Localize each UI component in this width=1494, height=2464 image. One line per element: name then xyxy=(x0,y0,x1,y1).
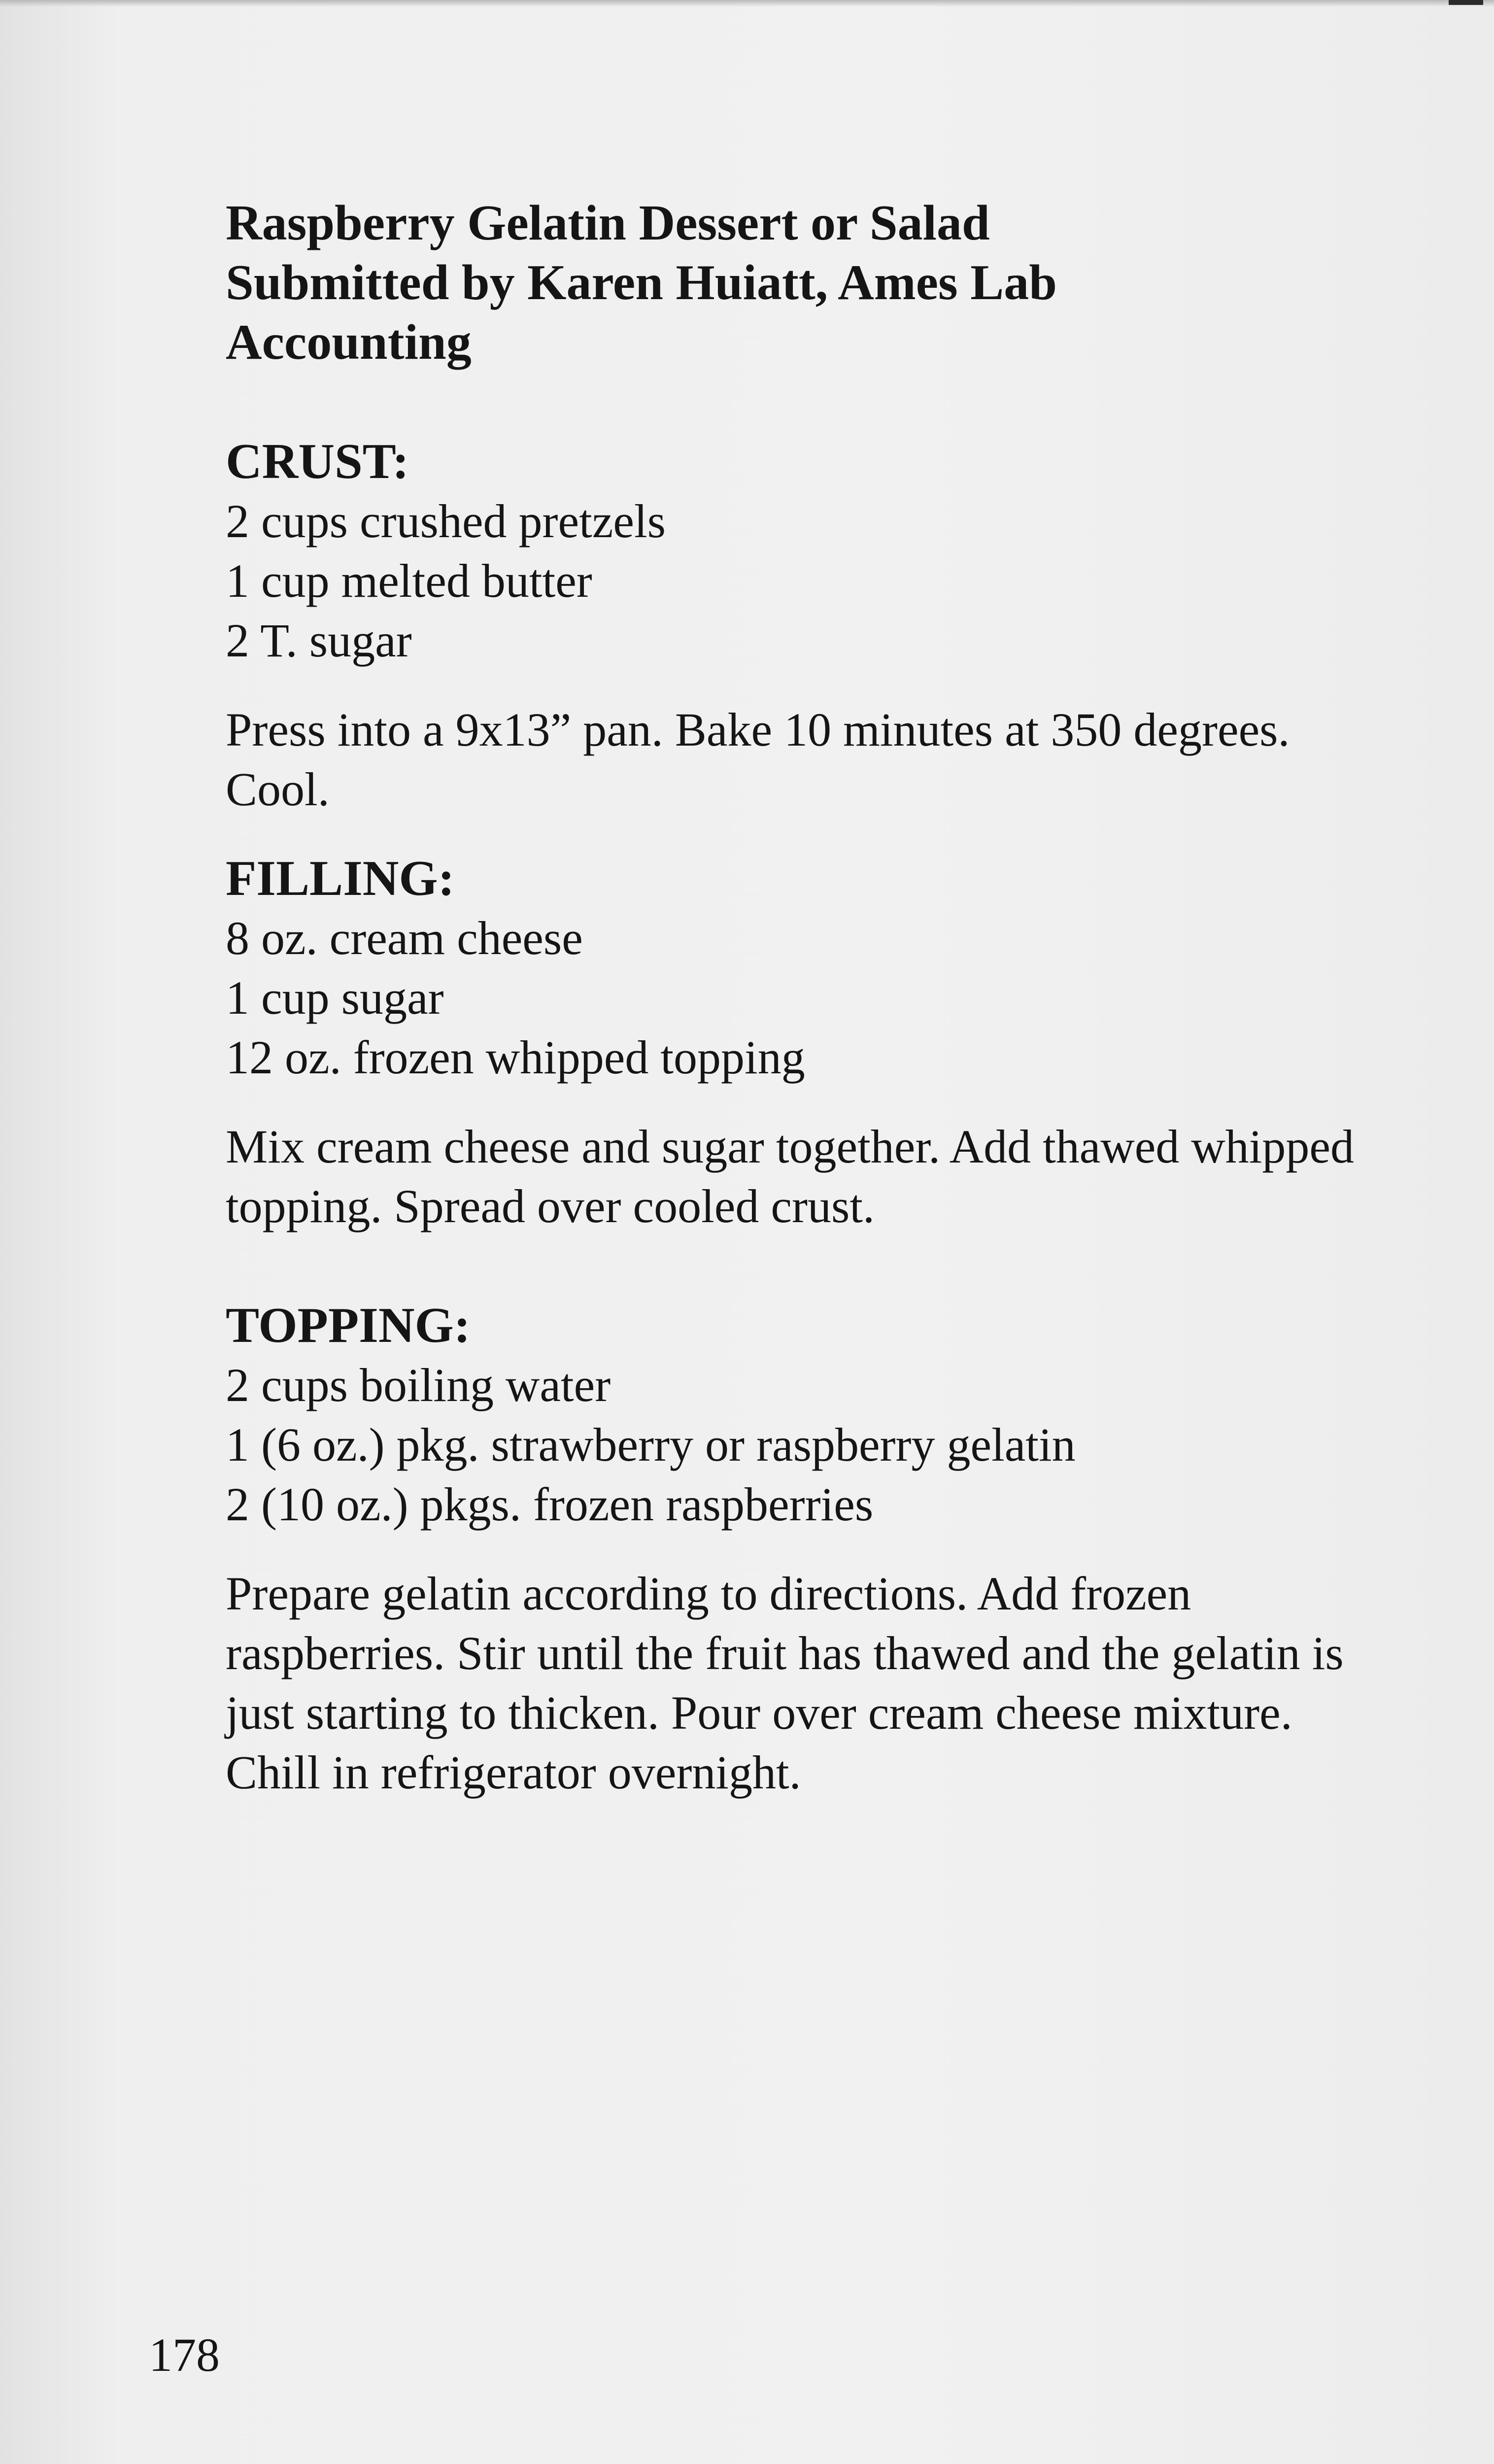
ingredient-item: 1 cup sugar xyxy=(226,971,444,1024)
topping-section xyxy=(226,1296,1359,1802)
filling-section xyxy=(226,849,1359,1236)
spacer xyxy=(226,372,1359,432)
ingredient-item: 8 oz. cream cheese xyxy=(226,912,583,964)
topping-heading: TOPPING: xyxy=(226,1298,471,1353)
spacer xyxy=(226,819,1359,849)
filling-heading: FILLING: xyxy=(226,851,455,906)
ingredient-item: 2 T. sugar xyxy=(226,614,412,667)
page-number: 178 xyxy=(149,2328,220,2381)
topping-ingredient-list xyxy=(226,1355,1359,1534)
ingredient-item: 12 oz. frozen whipped topping xyxy=(226,1031,805,1084)
ingredient-item: 2 cups boiling water xyxy=(226,1359,611,1411)
ingredient-item: 1 cup melted butter xyxy=(226,554,592,607)
crust-instructions: Press into a 9x13” pan. Bake 10 minutes at 350 degrees. Cool. xyxy=(226,703,1290,816)
crust-section xyxy=(226,432,1359,819)
recipe-submitter-line: Submitted by Karen Huiatt, Ames Lab xyxy=(226,255,1057,310)
spacer xyxy=(226,1236,1359,1296)
recipe-content xyxy=(226,193,1359,1802)
spacer xyxy=(226,1534,1359,1564)
recipe-department-line: Accounting xyxy=(226,314,472,370)
page-corner-mark xyxy=(1449,0,1483,5)
page-top-shadow xyxy=(0,0,1494,7)
recipe-title-line: Raspberry Gelatin Dessert or Salad xyxy=(226,195,990,251)
filling-ingredient-list xyxy=(226,908,1359,1087)
ingredient-item: 2 (10 oz.) pkgs. frozen raspberries xyxy=(226,1478,874,1531)
ingredient-item: 1 (6 oz.) pkg. strawberry or raspberry gelatin xyxy=(226,1418,1076,1471)
spacer xyxy=(226,670,1359,700)
ingredient-item: 2 cups crushed pretzels xyxy=(226,495,666,548)
crust-ingredient-list xyxy=(226,491,1359,670)
crust-heading: CRUST: xyxy=(226,434,409,489)
filling-instructions: Mix cream cheese and sugar together. Add thawed whipped topping. Spread over cooled crust. xyxy=(226,1120,1354,1232)
recipe-title xyxy=(226,193,1359,372)
topping-instructions: Prepare gelatin according to directions. Add frozen raspberries. Stir until the fruit has thawed and the gelatin is just starting to thicken. Pour over cream cheese mixture. Chill in refrigerator overnight. xyxy=(226,1567,1344,1799)
spacer xyxy=(226,1087,1359,1117)
